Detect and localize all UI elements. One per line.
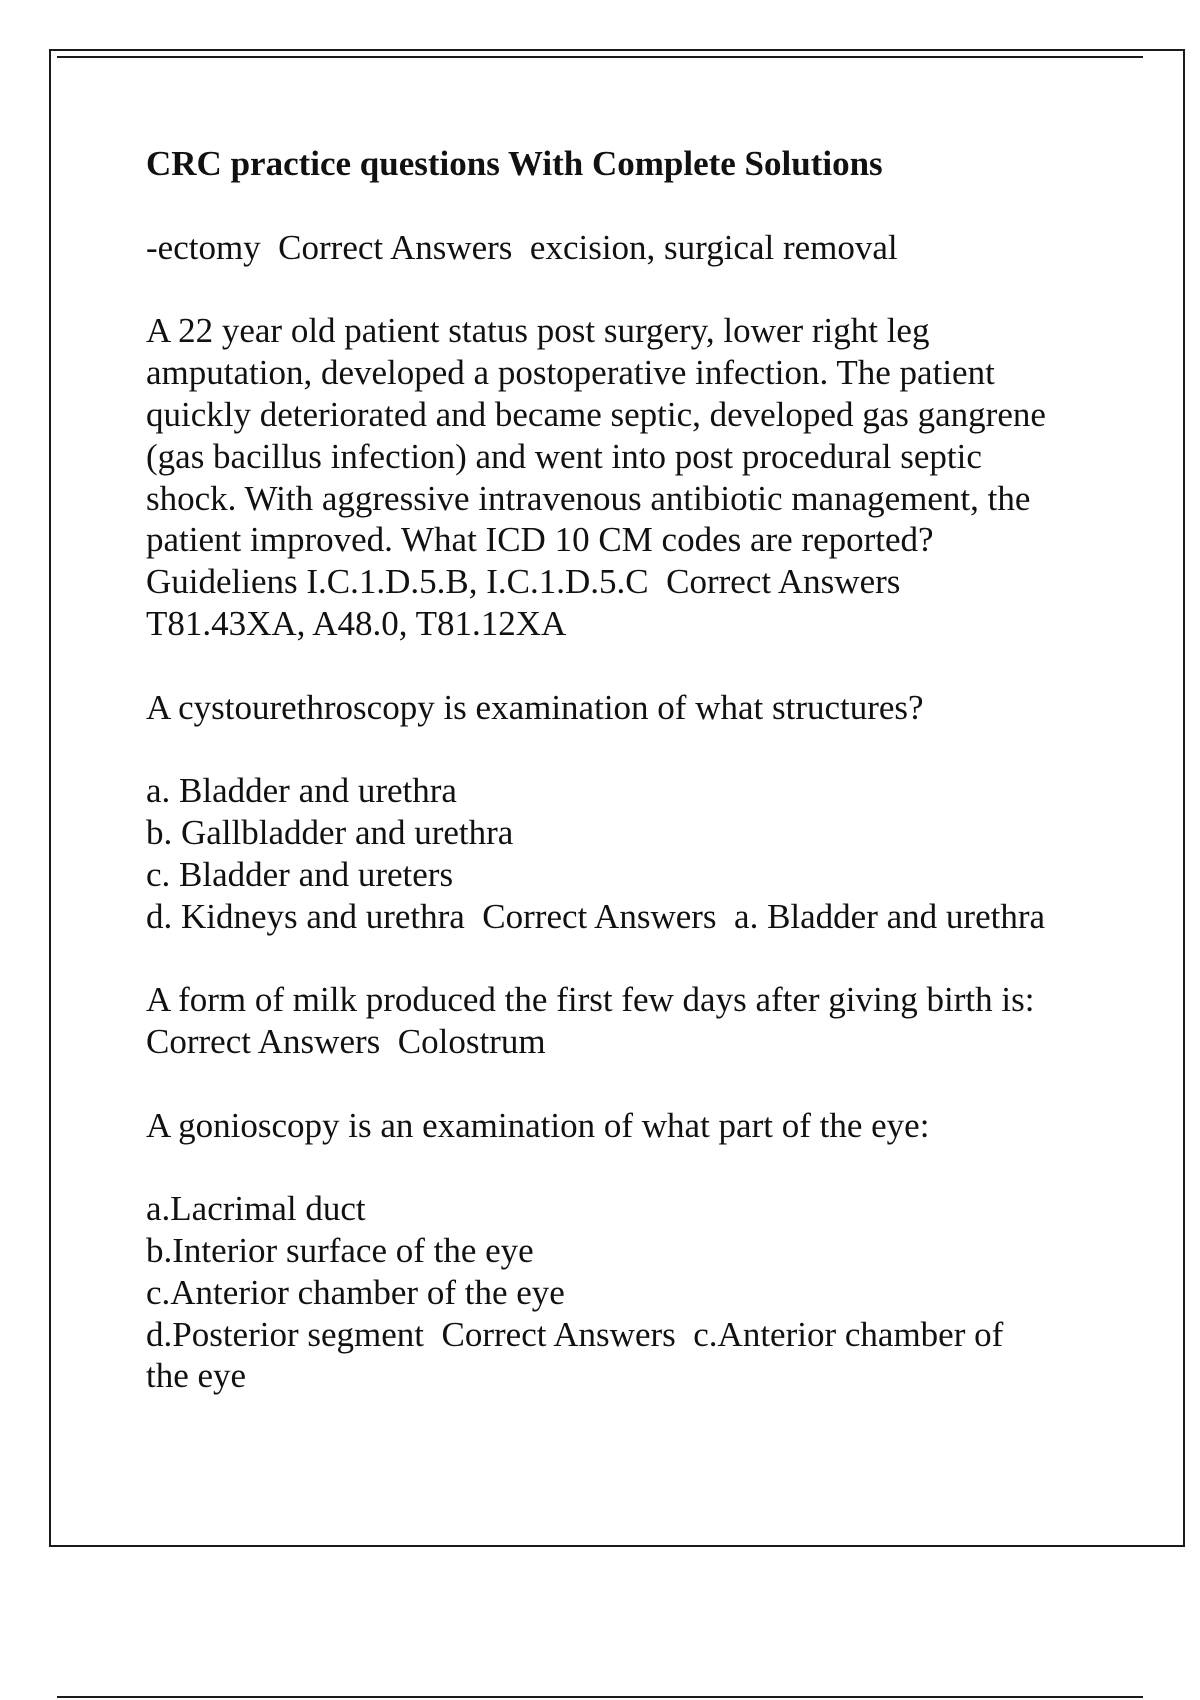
text-line: A 22 year old patient status post surgery, lower right leg	[146, 311, 930, 351]
paragraph-cystourethroscopy-question	[146, 687, 1091, 729]
text-line: T81.43XA, A48.0, T81.12XA	[146, 603, 567, 643]
paragraph-gonioscopy-question	[146, 1105, 1091, 1147]
document-title: CRC practice questions With Complete Solutions	[146, 144, 883, 183]
paragraph-ectomy	[146, 227, 1091, 269]
option-line: a.Lacrimal duct	[146, 1189, 366, 1229]
text-line: A gonioscopy is an examination of what part of the eye:	[146, 1105, 930, 1145]
option-line: c.Anterior chamber of the eye	[146, 1272, 565, 1312]
bottom-rule	[57, 1696, 1143, 1698]
paragraph-cystourethroscopy-options	[146, 770, 1091, 937]
paragraph-colostrum	[146, 979, 1091, 1063]
option-line: b. Gallbladder and urethra	[146, 812, 514, 852]
text-line: Correct Answers Colostrum	[146, 1021, 546, 1061]
text-line: A cystourethroscopy is examination of what structures?	[146, 687, 924, 727]
text-line: patient improved. What ICD 10 CM codes are reported?	[146, 520, 934, 560]
text-line: -ectomy Correct Answers excision, surgical removal	[146, 227, 898, 267]
option-line: c. Bladder and ureters	[146, 854, 454, 894]
text-line: amputation, developed a postoperative infection. The patient	[146, 353, 995, 393]
text-line: A form of milk produced the first few days after giving birth is:	[146, 980, 1035, 1020]
option-line: the eye	[146, 1356, 247, 1396]
text-line: quickly deteriorated and became septic, developed gas gangrene	[146, 394, 1046, 434]
option-line: d. Kidneys and urethra Correct Answers a. Bladder and urethra	[146, 896, 1046, 936]
option-line: d.Posterior segment Correct Answers c.Anterior chamber of	[146, 1314, 1004, 1354]
paragraph-amputation-question	[146, 310, 1091, 644]
text-line: shock. With aggressive intravenous antibiotic management, the	[146, 478, 1031, 518]
paragraph-gonioscopy-options	[146, 1188, 1091, 1397]
text-line: Guideliens I.C.1.D.5.B, I.C.1.D.5.C Correct Answers	[146, 562, 901, 602]
text-line: (gas bacillus infection) and went into post procedural septic	[146, 436, 982, 476]
option-line: a. Bladder and urethra	[146, 771, 457, 811]
page-content	[146, 143, 1091, 1439]
option-line: b.Interior surface of the eye	[146, 1230, 534, 1270]
